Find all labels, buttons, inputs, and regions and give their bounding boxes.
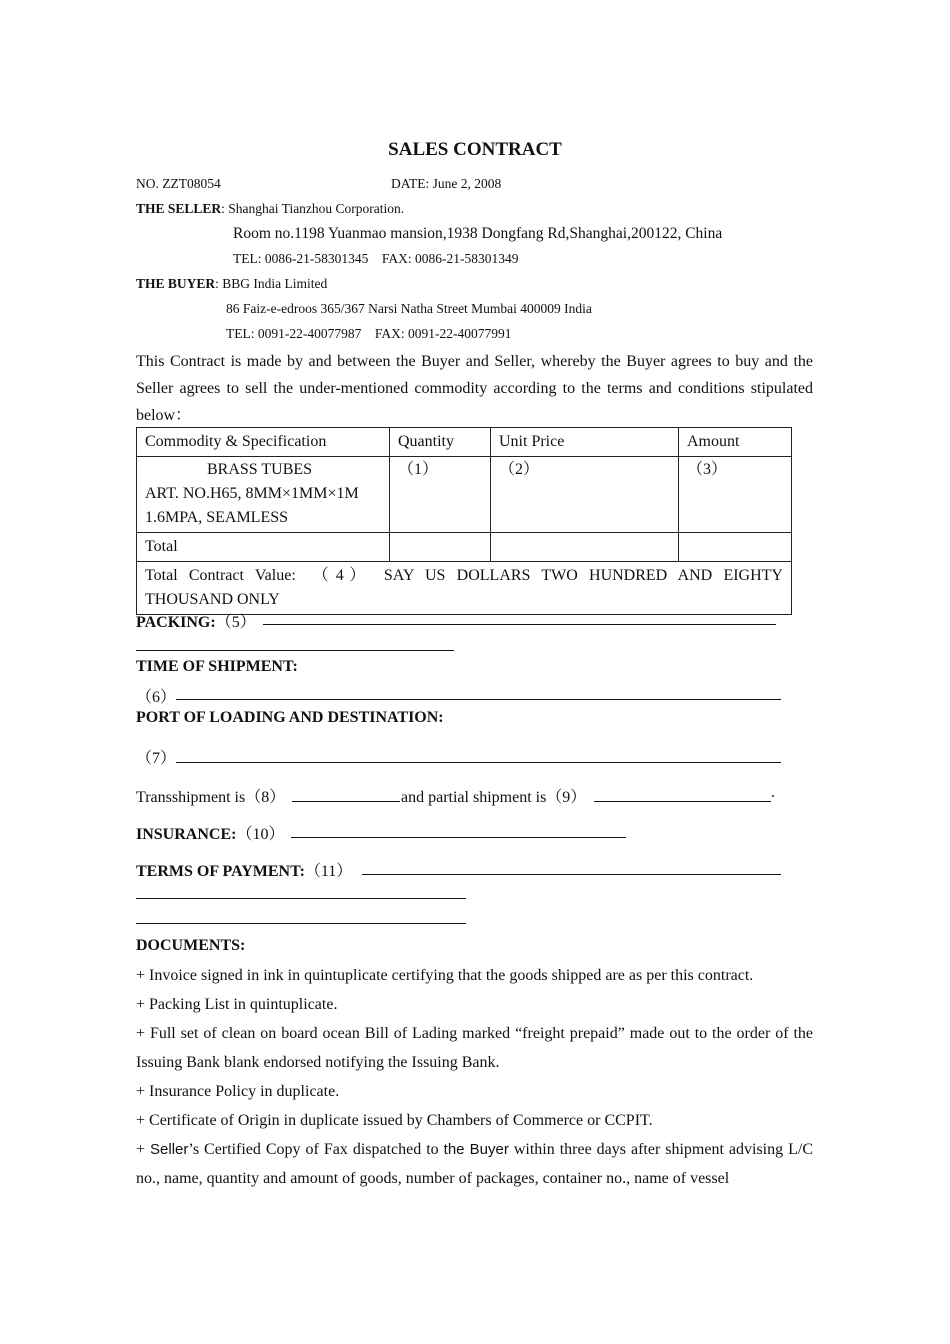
table-total-value-row	[137, 562, 792, 615]
insurance-blank	[291, 837, 626, 838]
item-specification	[137, 457, 390, 533]
transshipment-period: .	[771, 784, 775, 801]
port-label: PORT OF LOADING AND DESTINATION:	[136, 709, 444, 726]
port-marker: （7）	[136, 750, 177, 767]
insurance-marker: （10）	[236, 826, 285, 843]
document-item-fax: + Seller’s Certified Copy of Fax dispatched to the Buyer within three days after shipment advising L/C no., name, quantity and amount of goods, number of packages, container no., name of vessel	[136, 1141, 813, 1187]
total-label: Total	[137, 533, 390, 562]
payment-blank-2	[136, 898, 466, 899]
payment-line	[136, 858, 352, 881]
partial-shipment-blank	[594, 801, 771, 802]
packing-blank-1	[263, 624, 776, 625]
document-item: + Insurance Policy in duplicate.	[136, 1083, 340, 1100]
buyer-name: : BBG India Limited	[215, 276, 328, 291]
payment-marker: （11）	[304, 863, 353, 880]
item-name: BRASS TUBES	[207, 461, 313, 478]
header-quantity: Quantity	[390, 428, 491, 457]
insurance-line	[136, 821, 284, 844]
buyer-label: THE BUYER	[136, 276, 216, 291]
contract-date: DATE: June 2, 2008	[391, 176, 502, 191]
packing-label: PACKING:	[136, 614, 216, 631]
buyer-word: the Buyer	[443, 1141, 509, 1158]
document-item: + Packing List in quintuplicate.	[136, 996, 338, 1013]
total-value-line-1: Total Contract Value: （ 4 ） SAY US DOLLARS TWO HUNDRED AND EIGHTY	[145, 567, 783, 584]
payment-label: TERMS OF PAYMENT:	[136, 863, 305, 880]
total-contract-value	[137, 562, 792, 615]
shipment-label: TIME OF SHIPMENT:	[136, 658, 298, 675]
packing-line	[136, 609, 256, 632]
seller-line	[136, 201, 404, 217]
document-item: + Full set of clean on board ocean Bill of Lading marked “freight prepaid” made out to the order of the Issuing Bank blank endorsed notifying the Issuing Bank.	[136, 1025, 813, 1071]
buyer-address: 86 Faiz-e-edroos 365/367 Narsi Natha Street Mumbai 400009 India	[226, 301, 592, 316]
page-title: SALES CONTRACT	[388, 139, 562, 160]
buyer-line	[136, 276, 327, 292]
document-item: + Invoice signed in ink in quintuplicate certifying that the goods shipped are as per this contract.	[136, 967, 754, 984]
documents-list	[136, 961, 813, 1193]
buyer-tel-fax: TEL: 0091-22-40077987 FAX: 0091-22-40077991	[226, 326, 512, 341]
documents-label: DOCUMENTS:	[136, 937, 246, 954]
document-item: + Certificate of Origin in duplicate issued by Chambers of Commerce or CCPIT.	[136, 1112, 653, 1129]
total-value-line-2: THOUSAND ONLY	[145, 591, 280, 608]
item-amount: （3）	[679, 457, 792, 533]
payment-blank-1	[362, 874, 781, 875]
partial-shipment-text: and partial shipment is（9）	[401, 789, 587, 806]
table-header-row	[137, 428, 792, 457]
seller-label: THE SELLER	[136, 201, 222, 216]
item-article: ART. NO.H65, 8MM×1MM×1M	[145, 485, 359, 502]
intro-paragraph: This Contract is made by and between the Buyer and Seller, whereby the Buyer agrees to buy and the Seller agrees to sell the under-mentioned commodity according to the terms and conditions stipulated below：	[136, 353, 813, 424]
commodity-table	[136, 427, 792, 615]
item-quantity: （1）	[390, 457, 491, 533]
seller-address: Room no.1198 Yuanmao mansion,1938 Dongfang Rd,Shanghai,200122, China	[233, 225, 723, 242]
insurance-label: INSURANCE:	[136, 826, 237, 843]
seller-tel-fax: TEL: 0086-21-58301345 FAX: 0086-21-58301349	[233, 251, 519, 266]
transshipment-text: Transshipment is（8）	[136, 789, 286, 806]
header-commodity: Commodity & Specification	[137, 428, 390, 457]
header-unit-price: Unit Price	[491, 428, 679, 457]
packing-marker: （5）	[215, 614, 256, 631]
seller-word: Seller	[150, 1141, 189, 1158]
header-amount: Amount	[679, 428, 792, 457]
shipment-marker: （6）	[136, 689, 177, 706]
item-unit-price: （2）	[491, 457, 679, 533]
payment-blank-3	[136, 923, 466, 924]
transshipment-blank	[292, 801, 400, 802]
seller-name: : Shanghai Tianzhou Corporation.	[221, 201, 405, 216]
item-spec: 1.6MPA, SEAMLESS	[145, 509, 289, 526]
table-total-row	[137, 533, 792, 562]
contract-number: NO. ZZT08054	[136, 176, 221, 191]
shipment-blank	[176, 699, 781, 700]
packing-blank-2	[136, 650, 454, 651]
port-blank	[176, 762, 781, 763]
table-item-row	[137, 457, 792, 533]
